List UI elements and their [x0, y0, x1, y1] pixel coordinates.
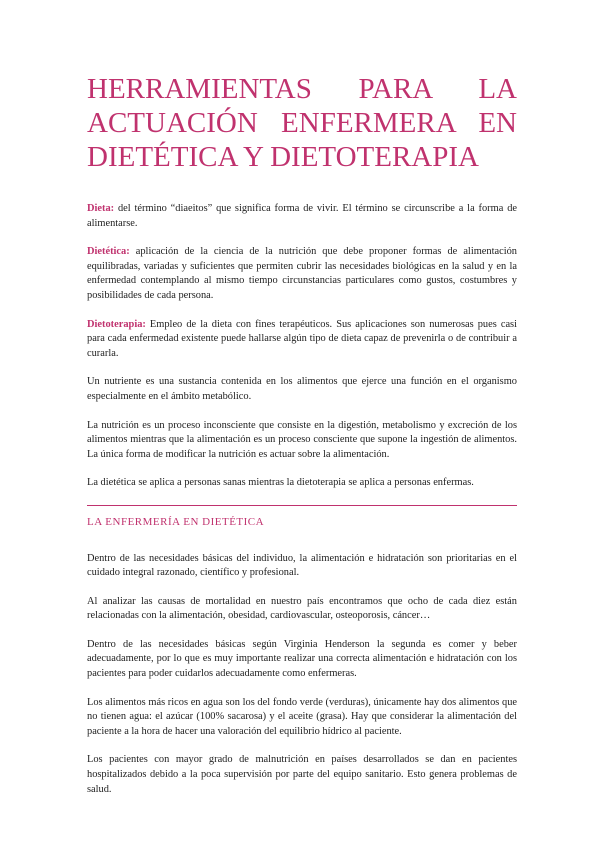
section-divider: [87, 505, 517, 506]
section-paragraph: Dentro de las necesidades básicas del individuo, la alimentación e hidratación son prioritarias en el cuidado integral razonado, científico y profesional.: [87, 552, 517, 579]
definition-dietoterapia: [87, 318, 517, 362]
section-paragraph: Los alimentos más ricos en agua son los del fondo verde (verduras), únicamente hay dos alimentos que no tienen agua: el azúcar (100% sacarosa) y el aceite (grasa). Hay que considerar la alimentación del paciente a la hora de hacer una valoración del equilibrio hídrico al paciente.: [87, 696, 517, 737]
paragraph-nutricion: La nutrición es un proceso inconsciente que consiste en la digestión, metabolismo y excreción de los alimentos mientras que la alimentación es un proceso consciente que supone la ingestión de alimentos. La única forma de modificar la nutrición es actuar sobre la alimentación.: [87, 419, 517, 460]
definition-text: aplicación de la ciencia de la nutrición que debe proponer formas de alimentación equilibradas, variadas y suficientes que permiten cubrir las necesidades biológicas en la salud y en la enfermedad contemplando al mismo tiempo circunstancias particulares como gustos, costumbres y posibilidades de cada persona.: [87, 246, 517, 301]
section-paragraph: Al analizar las causas de mortalidad en nuestro país encontramos que ocho de cada diez están relacionadas con la alimentación, obesidad, cardiovascular, osteoporosis, cáncer…: [87, 595, 517, 622]
definition-text: del término “diaeitos” que significa forma de vivir. El término se circunscribe a la forma de alimentarse.: [87, 203, 517, 229]
document-body: [87, 202, 517, 811]
definition-dieta: [87, 202, 517, 231]
paragraph-dietetica-uso: La dietética se aplica a personas sanas mientras la dietoterapia se aplica a personas enfermas.: [87, 477, 474, 489]
title-line-1: HERRAMIENTAS PARA LA: [87, 73, 517, 105]
definition-term: Dietética:: [87, 246, 130, 258]
definition-text: Empleo de la dieta con fines terapéuticos. Sus aplicaciones son numerosas pues casi para cada enfermedad existente puede hallarse algún tipo de dieta capaz de prevenirla o de contribuir a curarla.: [87, 318, 517, 359]
section-paragraph: Dentro de las necesidades básicas según Virginia Henderson la segunda es comer y beber adecuadamente, por lo que es muy importante realizar una correcta alimentación e hidratación con los pacientes para poder cuidarlos adecuadamente como enfermeras.: [87, 638, 517, 680]
definition-term: Dietoterapia:: [87, 318, 146, 330]
section-paragraph: Los pacientes con mayor grado de malnutrición en países desarrollados se dan en pacientes hospitalizados debido a la poca supervisión por parte del equipo sanitario. Esto genera problemas de salud.: [87, 754, 517, 795]
page-title: [87, 72, 517, 174]
definition-term: Dieta:: [87, 203, 115, 214]
section-title: LA ENFERMERÍA EN DIETÉTICA: [87, 515, 265, 528]
title-line-3: DIETÉTICA Y DIETOTERAPIA: [87, 141, 479, 173]
definition-dietetica: [87, 245, 517, 303]
paragraph-nutriente: Un nutriente es una sustancia contenida en los alimentos que ejerce una función en el organismo especialmente en el ámbito metabólico.: [87, 376, 517, 402]
title-line-2: ACTUACIÓN ENFERMERA EN: [87, 107, 517, 139]
